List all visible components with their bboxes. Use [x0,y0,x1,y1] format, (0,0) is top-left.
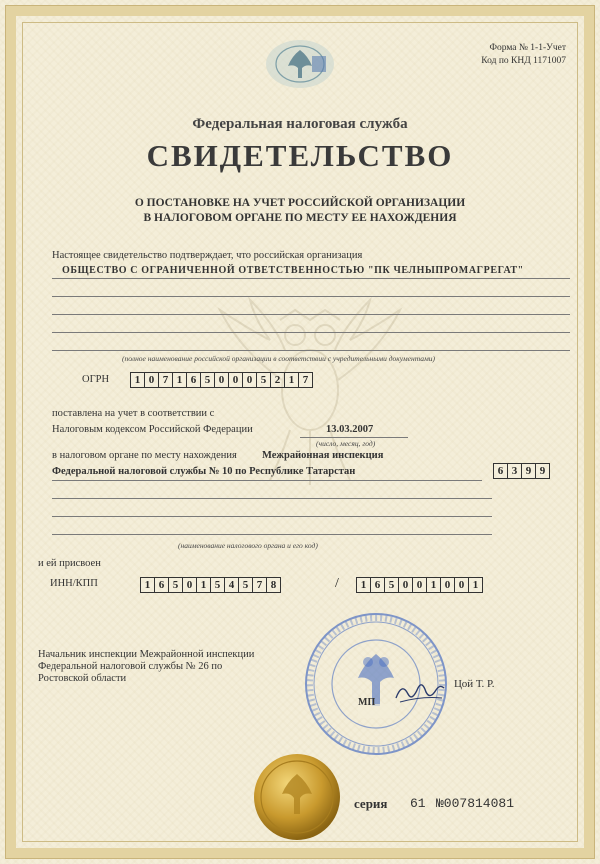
ogrn-digit-cell: 7 [298,372,313,388]
ogrn-digit-cell: 0 [144,372,159,388]
kpp-digit-cell: 1 [426,577,441,593]
rule [52,534,492,535]
mp-label: МП [358,697,376,708]
chief-line-1: Начальник инспекции Межрайонной инспекции [38,649,255,660]
inn-digit-cell: 8 [266,577,281,593]
ogrn-digit-cell: 5 [200,372,215,388]
rule [300,437,408,438]
registration-date: 13.03.2007 [326,424,374,435]
intro-text: Настоящее свидетельство подтверждает, что российская организация [52,250,363,261]
inn-cells [140,577,280,593]
authority-line-2: Федеральной налоговой службы № 10 по Республике Татарстан [52,466,356,477]
ogrn-digit-cell: 1 [284,372,299,388]
ogrn-cells [130,372,312,388]
form-info [406,42,566,68]
registered-line-1: поставлена на учет в соответствии с [52,408,215,419]
certificate-number: №007814081 [436,796,515,811]
chief-line-3: Ростовской области [38,673,127,684]
inn-digit-cell: 1 [140,577,155,593]
authority-intro: в налоговом органе по месту нахождения [52,450,237,461]
signature-icon [392,676,448,706]
inn-kpp-label: ИНН/КПП [50,578,98,589]
ogrn-digit-cell: 0 [214,372,229,388]
ogrn-digit-cell: 1 [172,372,187,388]
registered-line-2: Налоговым кодексом Российской Федерации [52,424,253,435]
ogrn-label: ОГРН [82,374,110,385]
gold-seal-icon [252,752,342,842]
ogrn-digit-cell: 2 [270,372,285,388]
rule [52,314,570,315]
subtitle-line-2: В НАЛОГОВОМ ОРГАНЕ ПО МЕСТУ ЕЕ НАХОЖДЕНИЯ [143,212,457,224]
org-name: ОБЩЕСТВО С ОГРАНИЧЕННОЙ ОТВЕТСТВЕННОСТЬЮ "ПК ЧЕЛНЫПРОМАГРЕГАТ" [62,265,524,276]
authority-code-cells [493,463,549,479]
form-number: Форма № 1-1-Учет [489,43,566,53]
subtitle-line-1: О ПОСТАНОВКЕ НА УЧЕТ РОССИЙСКОЙ ОРГАНИЗАЦИИ [134,197,466,209]
ogrn-digit-cell: 5 [256,372,271,388]
kpp-digit-cell: 5 [384,577,399,593]
date-caption: (число, месяц, год) [316,439,376,448]
kpp-digit-cell: 0 [440,577,455,593]
rule [52,332,570,333]
kpp-digit-cell: 0 [398,577,413,593]
ogrn-digit-cell: 1 [130,372,145,388]
ogrn-digit-cell: 7 [158,372,173,388]
inn-digit-cell: 5 [210,577,225,593]
authority-caption: (наименование налогового органа и его код) [178,541,318,550]
page-title: СВИДЕТЕЛЬСТВО [146,138,454,173]
rule [52,350,570,351]
inn-digit-cell: 5 [238,577,253,593]
authority-code-cell: 6 [493,463,508,479]
authority-code-cell: 9 [521,463,536,479]
inn-kpp-separator: / [335,576,339,591]
emblem-icon [262,36,338,92]
ogrn-digit-cell: 0 [228,372,243,388]
inn-digit-cell: 1 [196,577,211,593]
org-caption: (полное наименование российской организации в соответствии с учредительными документами) [122,354,436,363]
inn-digit-cell: 5 [168,577,183,593]
kpp-digit-cell: 0 [454,577,469,593]
authority-line-1: Межрайонная инспекция [262,450,384,461]
inn-digit-cell: 0 [182,577,197,593]
inn-digit-cell: 4 [224,577,239,593]
kpp-digit-cell: 1 [468,577,483,593]
kpp-digit-cell: 0 [412,577,427,593]
series-value: 61 [410,796,426,811]
subtitle [0,196,600,226]
inn-digit-cell: 6 [154,577,169,593]
chief-line-2: Федеральной налоговой службы № 26 по [38,661,223,672]
kpp-digit-cell: 1 [356,577,371,593]
service-title: Федеральная налоговая служба [192,116,408,132]
chief-title [38,649,254,685]
rule [52,480,482,481]
rule [52,498,492,499]
rule [52,516,492,517]
kpp-cells [356,577,482,593]
ogrn-digit-cell: 0 [242,372,257,388]
ogrn-digit-cell: 6 [186,372,201,388]
rule [52,296,570,297]
rule [52,278,570,279]
authority-code-cell: 9 [535,463,550,479]
authority-code-cell: 3 [507,463,522,479]
signer-name: Цой Т. Р. [454,678,495,690]
knd-code: Код по КНД 1171007 [481,56,566,66]
assigned-text: и ей присвоен [38,558,101,569]
kpp-digit-cell: 6 [370,577,385,593]
series-label: серия [354,796,388,811]
inn-digit-cell: 7 [252,577,267,593]
